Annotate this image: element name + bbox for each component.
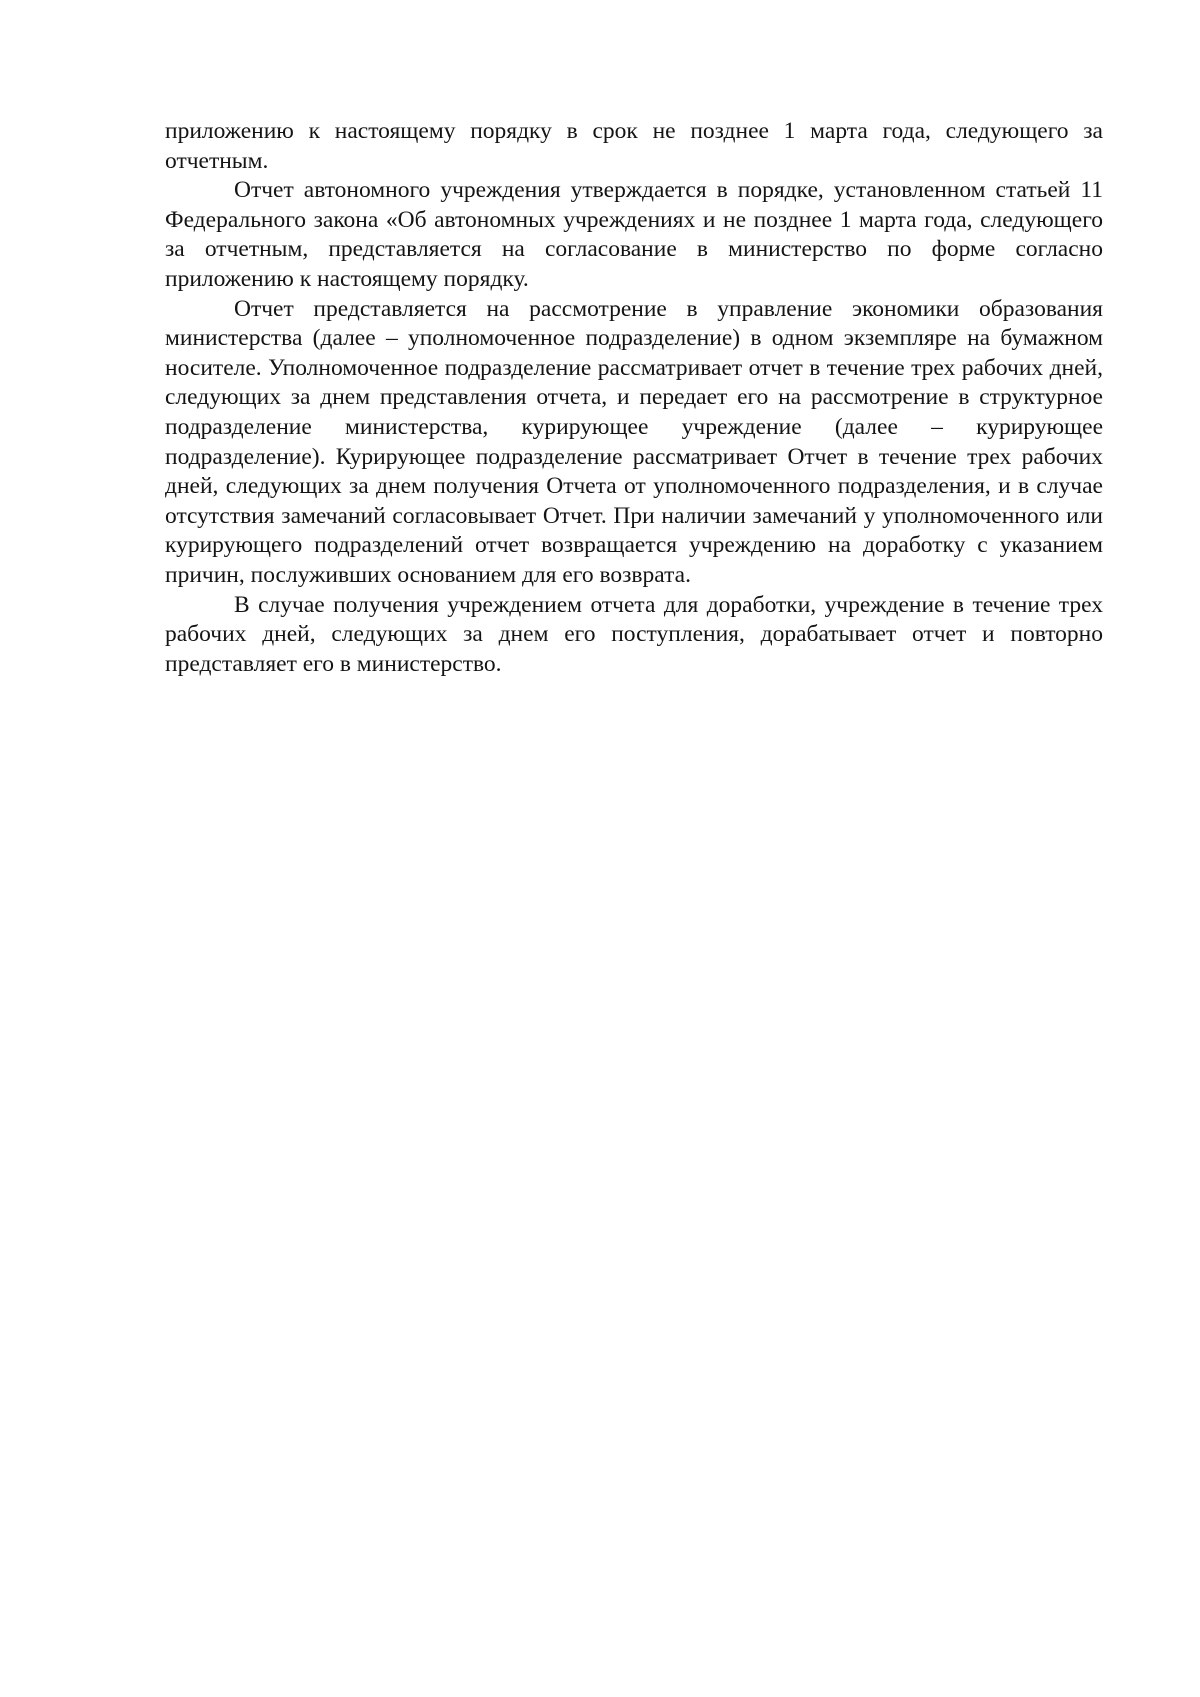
paragraph-continuation: приложению к настоящему порядку в срок не позднее 1 марта года, следующего за отчетным. xyxy=(165,118,1103,174)
document-body xyxy=(165,117,1103,679)
paragraph-report-approval: Отчет автономного учреждения утверждается в порядке, установленном статьей 11 Федерального закона «Об автономных учреждениях и не позднее 1 марта года, следующего за отчетным, представляется на согласование в министерство по форме согласно приложению к настоящему порядку. xyxy=(165,177,1103,292)
paragraph-report-revision: В случае получения учреждением отчета для доработки, учреждение в течение трех рабочих дней, следующих за днем его поступления, дорабатывает отчет и повторно представляет его в министерство. xyxy=(165,591,1103,677)
paragraph-report-review: Отчет представляется на рассмотрение в управление экономики образования министерства (далее – уполномоченное подразделение) в одном экземпляре на бумажном носителе. Уполномоченное подразделение рассматривает отчет в течение трех рабочих дней, следующих за днем представления отчета, и передает его на рассмотрение в структурное подразделение министерства, курирующее учреждение (далее – курирующее подразделение). Курирующее подразделение рассматривает Отчет в течение трех рабочих дней, следующих за днем получения Отчета от уполномоченного подразделения, и в случае отсутствия замечаний согласовывает Отчет. При наличии замечаний у уполномоченного или курирующего подразделений отчет возвращается учреждению на доработку с указанием причин, послуживших основанием для его возврата. xyxy=(165,295,1103,588)
